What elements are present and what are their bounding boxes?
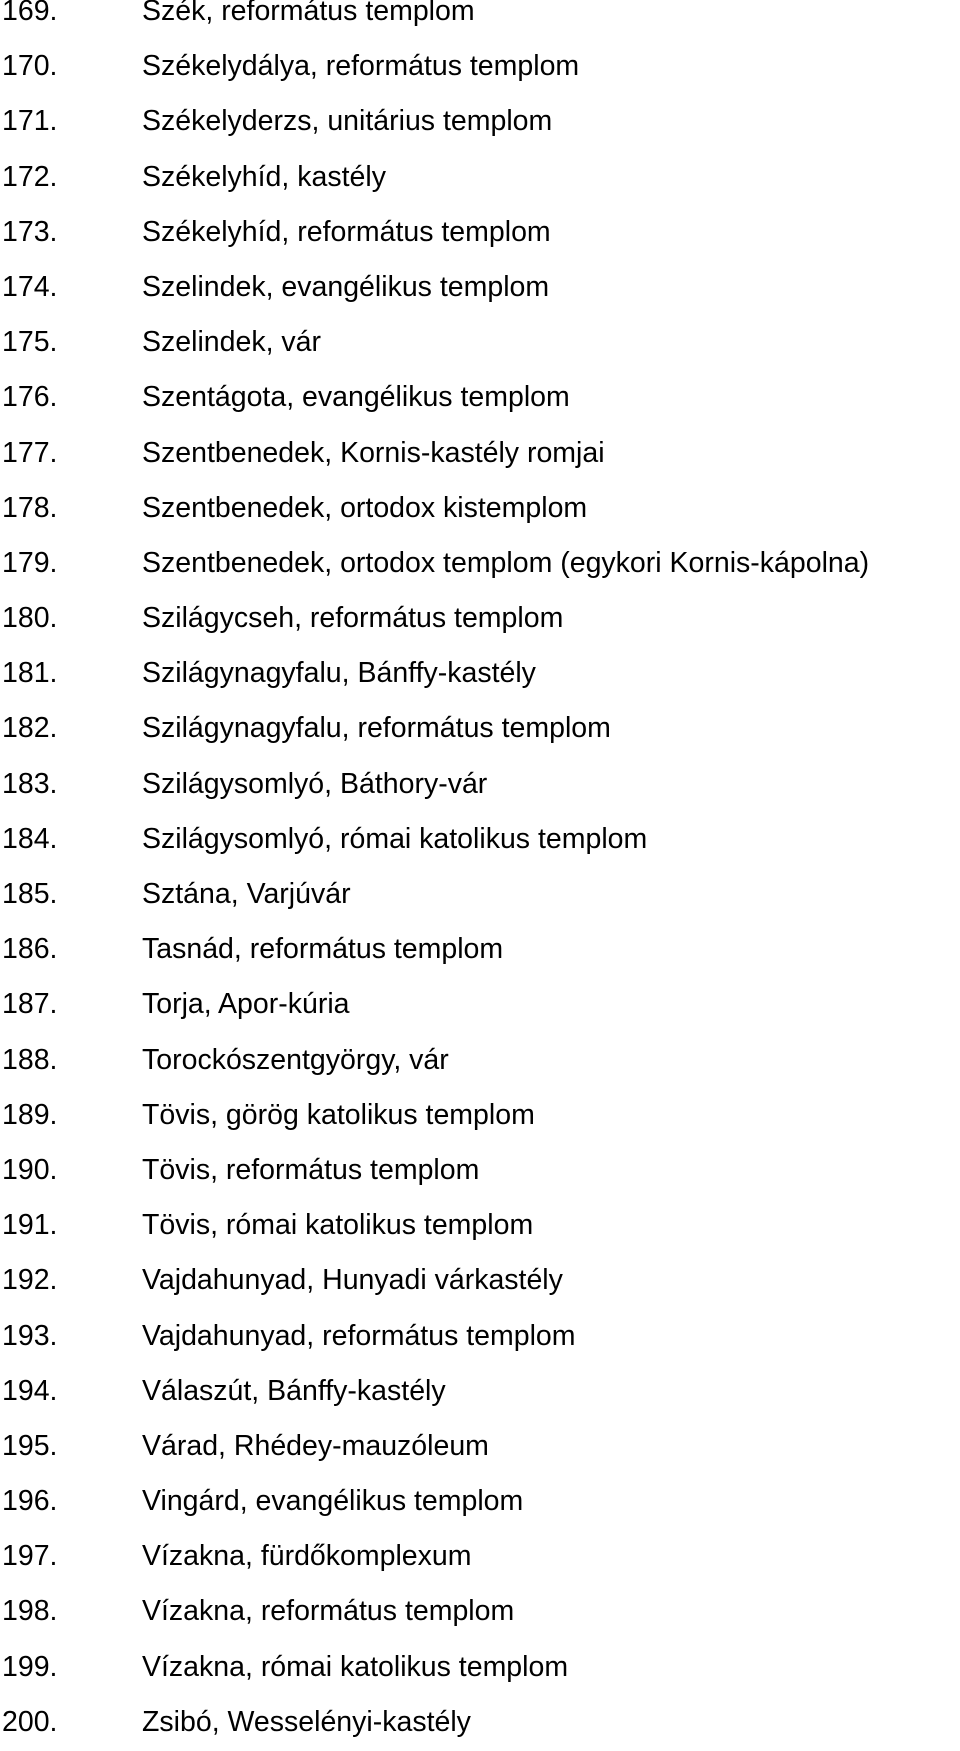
list-item [0,150,960,205]
item-text: Székelyhíd, kastély [142,160,386,193]
item-text: Zsibó, Wesselényi-kastély [142,1705,471,1738]
list-item [0,646,960,701]
item-text: Szilágycseh, református templom [142,602,564,635]
item-number: 171. [2,105,58,138]
list-item [0,315,960,370]
item-text: Szilágynagyfalu, református templom [142,712,611,745]
item-number: 179. [2,546,58,579]
item-number: 196. [2,1485,58,1518]
item-text: Szelindek, vár [142,326,322,359]
list-item [0,1584,960,1639]
list-item [0,39,960,94]
item-number: 175. [2,326,58,359]
item-text: Szentbenedek, Kornis-kastély romjai [142,436,605,469]
item-number: 180. [2,602,58,635]
list-item [0,701,960,756]
item-text: Szilágysomlyó, Báthory-vár [142,767,488,800]
list-item [0,536,960,591]
item-number: 173. [2,215,58,248]
list-item [0,757,960,812]
item-text: Vajdahunyad, Hunyadi várkastély [142,1264,563,1297]
item-text: Vajdahunyad, református templom [142,1319,576,1352]
item-text: Szentbenedek, ortodox kistemplom [142,491,588,524]
list-item [0,922,960,977]
item-number: 189. [2,1098,58,1131]
item-number: 169. [2,0,58,27]
item-text: Várad, Rhédey-mauzóleum [142,1429,489,1462]
item-text: Székelydálya, református templom [142,50,580,83]
item-number: 184. [2,822,58,855]
list-item [0,1529,960,1584]
item-number: 170. [2,50,58,83]
item-text: Torja, Apor-kúria [142,988,350,1021]
item-text: Szelindek, evangélikus templom [142,270,550,303]
list-item [0,1198,960,1253]
item-number: 183. [2,767,58,800]
item-number: 182. [2,712,58,745]
item-number: 172. [2,160,58,193]
item-text: Tövis, református templom [142,1153,480,1186]
list-item [0,370,960,425]
list-item [0,205,960,260]
item-number: 195. [2,1429,58,1462]
item-text: Szentbenedek, ortodox templom (egykori Kornis-kápolna) [142,546,870,579]
list-item [0,1695,960,1750]
item-text: Székelyhíd, református templom [142,215,551,248]
item-text: Szék, református templom [142,0,475,27]
list-item [0,1419,960,1474]
list-item [0,977,960,1032]
item-text: Vízakna, református templom [142,1595,515,1628]
item-text: Tövis, római katolikus templom [142,1209,534,1242]
item-number: 200. [2,1705,58,1738]
list-item [0,1640,960,1695]
list-item [0,591,960,646]
item-number: 198. [2,1595,58,1628]
item-number: 178. [2,491,58,524]
item-text: Tövis, görög katolikus templom [142,1098,535,1131]
list-item [0,260,960,315]
list-item [0,867,960,922]
item-number: 188. [2,1043,58,1076]
item-number: 185. [2,878,58,910]
list-item [0,426,960,481]
item-text: Székelyderzs, unitárius templom [142,105,553,138]
item-number: 191. [2,1209,58,1242]
item-number: 181. [2,657,58,690]
item-number: 177. [2,436,58,469]
item-text: Vingárd, evangélikus templom [142,1485,524,1518]
item-number: 187. [2,988,58,1021]
list-item [0,1309,960,1364]
item-text: Szentágota, evangélikus templom [142,381,570,414]
list-item [0,1143,960,1198]
list-item [0,1364,960,1419]
list-item [0,1033,960,1088]
item-text: Sztána, Varjúvár [142,878,351,910]
item-text: Válaszút, Bánffy-kastély [142,1374,446,1407]
list-item [0,481,960,536]
list-item [0,1088,960,1143]
item-number: 174. [2,270,58,303]
item-text: Szilágysomlyó, római katolikus templom [142,822,648,855]
list-item [0,0,960,39]
item-text: Torockószentgyörgy, vár [142,1043,449,1076]
item-text: Tasnád, református templom [142,933,504,966]
item-number: 194. [2,1374,58,1407]
item-number: 190. [2,1153,58,1186]
list-item [0,1474,960,1529]
item-number: 176. [2,381,58,414]
item-number: 186. [2,933,58,966]
item-number: 197. [2,1540,58,1573]
item-text: Szilágynagyfalu, Bánffy-kastély [142,657,536,690]
item-number: 193. [2,1319,58,1352]
item-number: 199. [2,1650,58,1683]
list-item [0,1253,960,1308]
list-item [0,812,960,867]
item-number: 192. [2,1264,58,1297]
item-text: Vízakna, fürdőkomplexum [142,1540,472,1573]
item-text: Vízakna, római katolikus templom [142,1650,569,1683]
list-item [0,94,960,149]
